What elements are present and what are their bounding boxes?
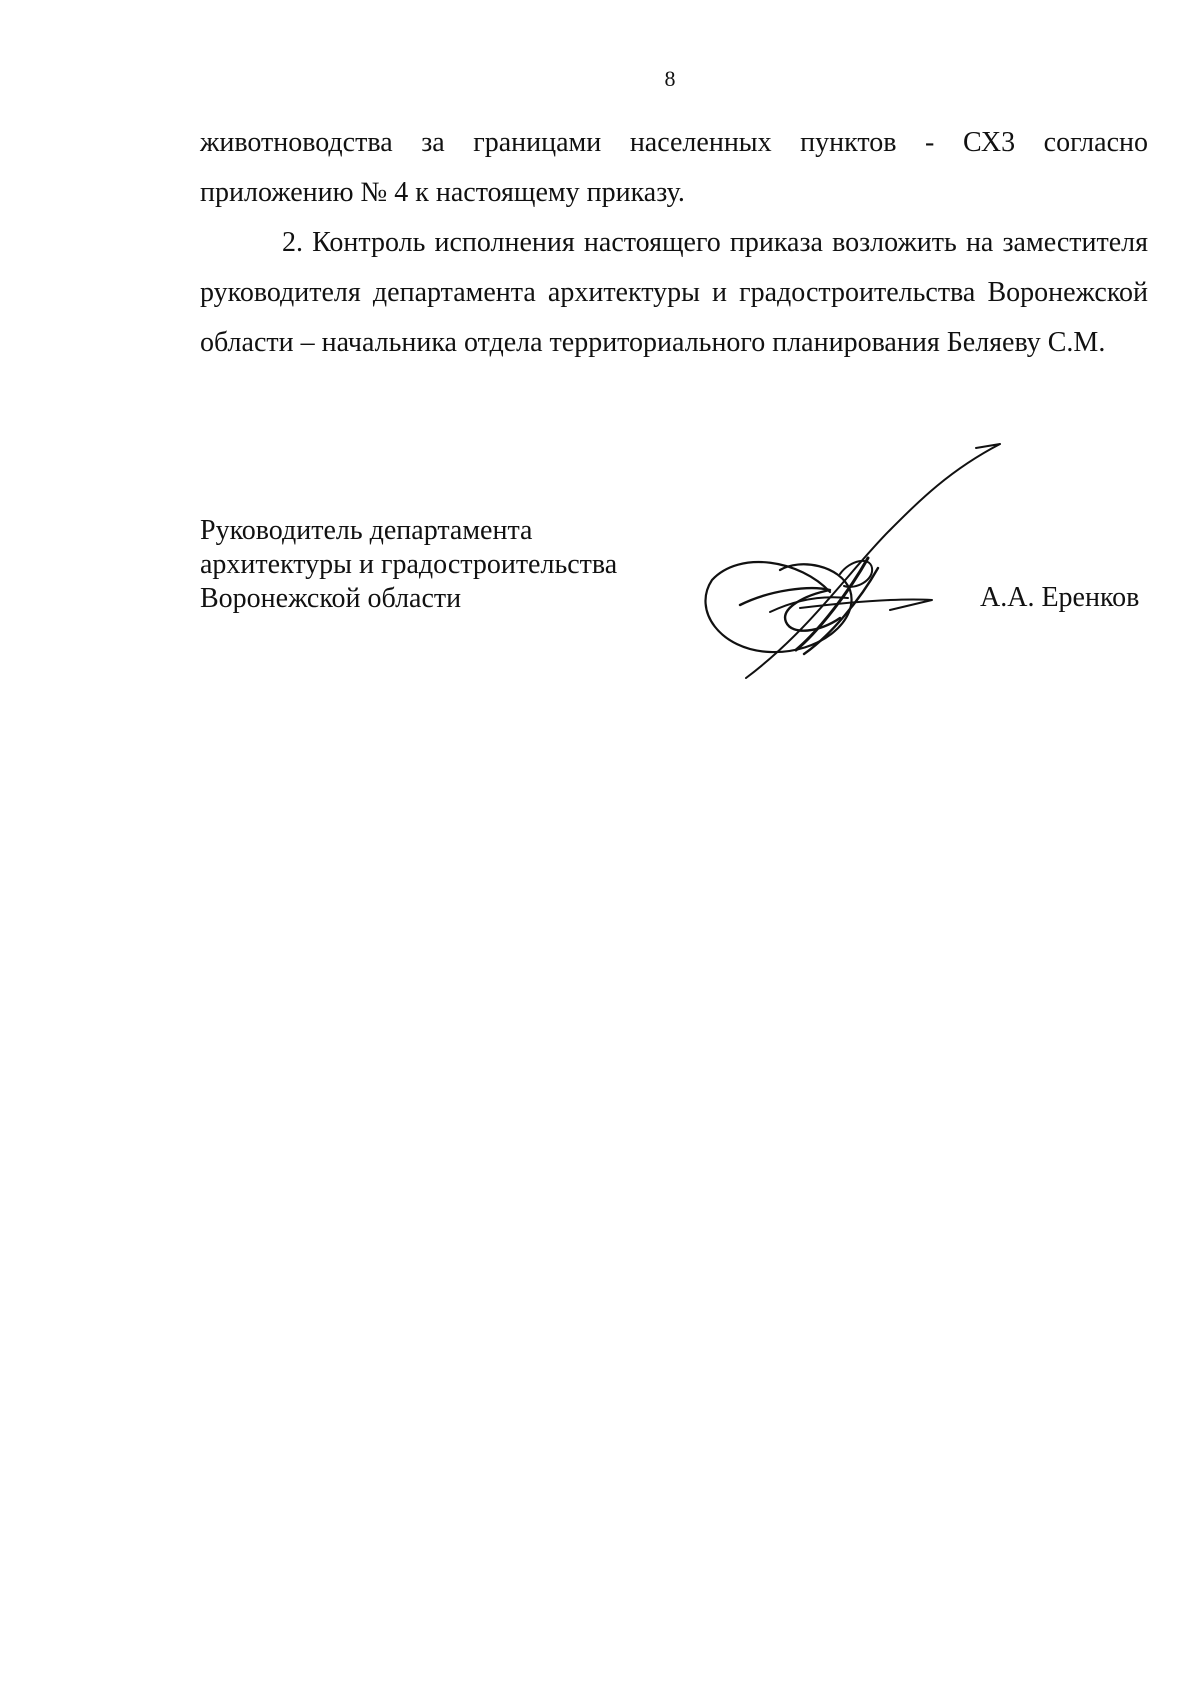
handwritten-signature (700, 440, 1060, 680)
paragraph-continuation: животноводства за границами населенных пунктов - СХ3 согласно приложению № 4 к настоящему приказу. (200, 127, 1148, 208)
signatory-title-line: Воронежской области (200, 583, 462, 614)
page-number: 8 (664, 66, 676, 91)
document-body (200, 118, 1148, 368)
signatory-title (200, 514, 617, 616)
signatory-title-line: Руководитель департамента (200, 515, 533, 546)
paragraph-item-2: 2. Контроль исполнения настоящего приказа возложить на заместителя руководителя департамента архитектуры и градостроительства Воронежской области – начальника отдела территориального планирования Беляеву С.М. (200, 227, 1148, 358)
signatory-title-line: архитектуры и градостроительства (200, 549, 618, 580)
signatory-name: А.А. Еренков (980, 582, 1140, 613)
